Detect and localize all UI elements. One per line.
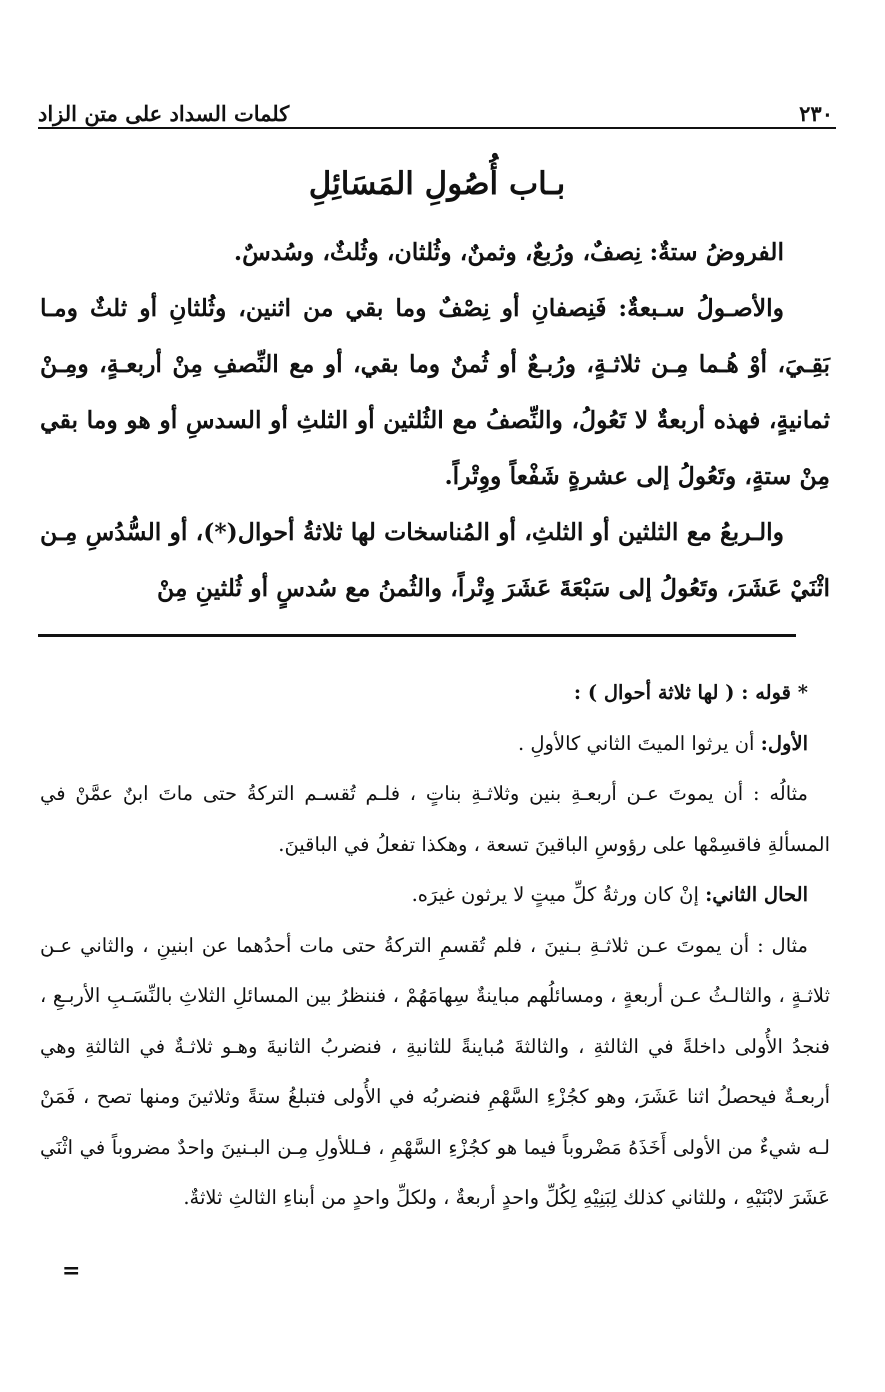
paragraph-quarter: والـربعُ مع الثلثين أو الثلثِ، أو المُناسخات لها ثلاثةُ أحوال(*)، أو السُّدُسِ مِـن اثْنَيْ عَشَرَ، وتَعُولُ إلى سَبْعَةَ عَشَرَ وِتْراً، والثُمنُ مع سُدسٍ أو ثُلثينِ مِنْ <box>40 518 830 602</box>
chapter-title: بـاب أُصُولِ المَسَائِلِ <box>308 166 566 202</box>
footnote-heading: * قوله : ( لها ثلاثة أحوال ) : <box>573 681 808 704</box>
first-case-label: الأول: <box>760 731 808 755</box>
footnote-rule <box>38 634 796 637</box>
page-number: ٢٣٠ <box>799 101 833 126</box>
continuation-mark: = <box>62 1258 81 1284</box>
running-header <box>38 92 833 126</box>
footnote-first-case <box>40 719 830 770</box>
paragraph-fundamentals: الفروضُ ستةٌ: نِصفٌ، ورُبعٌ، وثمنٌ، وثُلثان، وثُلثٌ، وسُدسٌ. <box>233 238 784 266</box>
header-rule <box>38 127 836 129</box>
second-case-label: الحال الثاني: <box>705 883 808 906</box>
second-case-text: إنْ كان ورثةُ كلِّ ميتٍ لا يرثون غيرَه. <box>411 883 706 906</box>
main-text <box>40 224 830 616</box>
paragraph-origins: والأصـولُ سـبعةٌ: فَنِصفانِ أو نِصْفٌ وما بقي من اثنين، وثُلثانِ أو ثلثٌ ومـا بَقِـيَ، أوْ هُـما مِـن ثلاثـةٍ، ورُبـعٌ أو ثُمنٌ وما بقي، أو مع النِّصفِ مِنْ أربعـةٍ، ومِـنْ ثمانيةٍ، فهذه أربعةٌ لا تَعُولُ، والنِّصفُ مع الثُلثين أو الثلثِ أو السدسِ أو هو وما بقي مِنْ ستةٍ، وتَعُولُ إلى عشرةٍ شَفْعاً ووِتْراً. <box>40 294 830 490</box>
book-title: كلمات السداد على متن الزاد <box>38 101 290 126</box>
footnote-example-one: مثالُه : أن يموتَ عـن أربعـةِ بنين وثلاثـةِ بناتٍ ، فلـم تُقسـم التركةُ حتى ماتَ ابنٌ عمَّنْ في المسألةِ فاقسِمْها على رؤوسِ الباقينَ تسعة ، وهكذا تفعلُ في الباقينَ. <box>40 782 830 856</box>
first-case-text: أن يرثوا الميتَ الثاني كالأولِ . <box>517 731 761 755</box>
footnote-second-case <box>40 870 830 921</box>
footnotes <box>40 668 830 1224</box>
footnote-example-two: مثال : أن يموتَ عـن ثلاثـةِ بـنينَ ، فلم تُقسمِ التركةُ حتى مات أحدُهما عن ابنينِ ، والثاني عـن ثلاثـةٍ ، والثالـثُ عـن أربعةٍ ، ومسائلُهم مباينةٌ سِهامَهُمْ ، فننظرُ بين المسائلِ الثلاثِ بالنِّسَـبِ الأربـعِ ، فنجدُ الأُولى داخلةً في الثالثةِ ، والثالثةَ مُباينةً للثانيةِ ، فنضربُ الثانيةَ وهـو ثلاثـةٌ في الثالثةِ وهي أربعـةٌ فيحصلُ اثنا عَشَرَ، وهو كجُزْءِ السَّهْمِ فنضربُه في الأُولى فتبلغُ ستةً وثلاثينَ ومنها تصح ، فَمَنْ لـه شيءٌ من الأولى أَخَذَهُ مَضْروباً فيما هو كجُزْءِ السَّهْمِ ، فـللأولِ مِـن البـنينَ واحدٌ مضروباً في اثْنَي عَشَرَ لابْنَيْهِ ، وللثاني كذلك لِبَنِيْهِ لِكُلِّ واحدٍ أربعةٌ ، ولكلِّ واحدٍ من أبناءِ الثالثِ ثلاثةٌ. <box>40 933 830 1209</box>
